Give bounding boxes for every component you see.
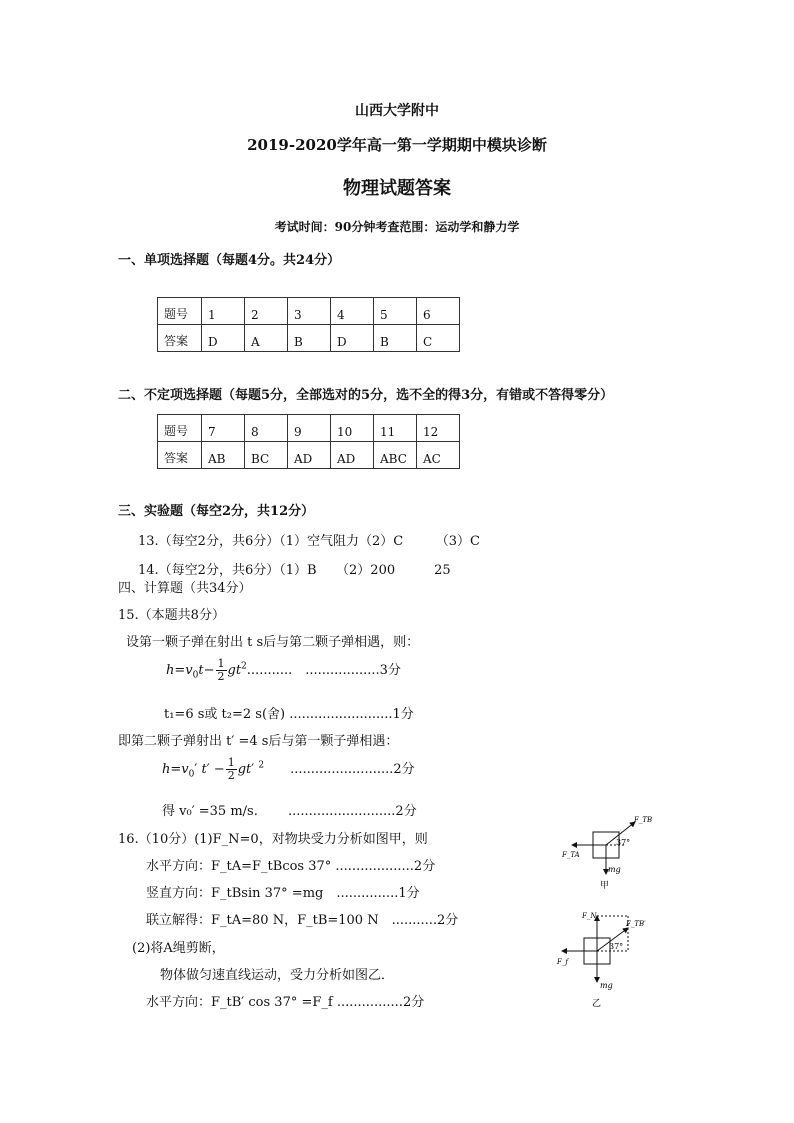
table-cell: AD: [288, 442, 331, 469]
label-fta: F_TA: [562, 851, 580, 859]
exam-title: 2019-2020学年高一第一学期期中模块诊断: [247, 136, 547, 154]
page-title: 物理试题答案: [343, 178, 451, 199]
q15-line2: t₁=6 s或 t₂=2 s(舍) .........................1分: [164, 707, 414, 722]
q15-title: 15.（本题共8分）: [118, 608, 225, 623]
table-cell: 10: [331, 415, 374, 442]
table-row: [158, 325, 460, 352]
table-cell: BC: [245, 442, 288, 469]
table-cell: 7: [202, 415, 245, 442]
force-diagram-1: [560, 812, 660, 892]
table-cell: D: [202, 325, 245, 352]
q15-eq2-score: .........................2分: [264, 762, 415, 777]
section3-heading: 三、实验题（每空2分，共12分）: [118, 504, 315, 519]
q15-equation-1: $h=v_0t-$ $\frac{1}{2}$ $gt^2$........... ..................3分: [166, 657, 401, 683]
table-cell: 1: [202, 298, 245, 325]
q15-line4: 得 v₀′ =35 m/s. ..........................2分: [162, 804, 417, 819]
table-cell: D: [331, 325, 374, 352]
q16-title: 16.（10分）(1)F_N=0，对物块受力分析如图甲，则: [118, 832, 428, 847]
table-cell: ABC: [374, 442, 417, 469]
q15-line3: 即第二颗子弹射出 t′ =4 s后与第一颗子弹相遇：: [118, 734, 399, 749]
label-ff: F_f: [557, 958, 568, 966]
label-ftb: F_TB′: [626, 920, 646, 928]
table-cell: C: [417, 325, 460, 352]
table-cell: AB: [202, 442, 245, 469]
q16-line6: 水平方向：F_tB′ cos 37° =F_f ................2分: [146, 995, 425, 1010]
q15-intro: 设第一颗子弹在射出 t s后与第二颗子弹相遇，则：: [126, 635, 420, 650]
table-cell: 2: [245, 298, 288, 325]
table-cell: 5: [374, 298, 417, 325]
table-cell: 答案: [158, 442, 202, 469]
q13-answer: 13.（每空2分，共6分）（1）空气阻力（2）C （3）C: [138, 534, 480, 549]
force-diagram-2: [556, 906, 660, 1018]
table-cell: AC: [417, 442, 460, 469]
q16-line4: (2)将A绳剪断，: [132, 941, 225, 956]
table-cell: A: [245, 325, 288, 352]
q16-line3: 联立解得：F_tA=80 N，F_tB=100 N ...........2分: [146, 913, 459, 928]
label-mg: mg: [608, 865, 621, 874]
q16-line5: 物体做匀速直线运动，受力分析如图乙．: [160, 968, 395, 983]
q16-line1: 水平方向：F_tA=F_tBcos 37° ...................2分: [146, 859, 436, 874]
label-mg: mg: [600, 981, 613, 990]
table-cell: B: [288, 325, 331, 352]
table-cell: B: [374, 325, 417, 352]
table-row: [158, 442, 460, 469]
table-cell: 题号: [158, 415, 202, 442]
table-cell: AD: [331, 442, 374, 469]
label-ftb: F_TB: [634, 816, 653, 824]
school-name: 山西大学附中: [355, 103, 439, 119]
table-cell: 11: [374, 415, 417, 442]
q14-answer: 14.（每空2分，共6分）（1）B （2）200 25: [138, 563, 451, 578]
label-fn: F_N: [582, 912, 597, 920]
label-angle: 37°: [609, 942, 624, 951]
table-cell: 9: [288, 415, 331, 442]
table-row: [158, 298, 460, 325]
table-cell: 12: [417, 415, 460, 442]
q15-eq1-score: ........... ..................3分: [246, 663, 401, 678]
figure-caption: 乙: [592, 999, 602, 1009]
figure-caption: 甲: [600, 881, 610, 891]
section2-heading: 二、不定项选择题（每题5分，全部选对的5分，选不全的得3分，有错或不答得零分）: [118, 388, 614, 403]
section4-heading: 四、计算题（共34分）: [118, 581, 252, 596]
section2-answer-table: [157, 414, 460, 469]
section1-heading: 一、单项选择题（每题4分。共24分）: [118, 253, 341, 268]
label-angle: 37°: [616, 838, 631, 847]
table-row: [158, 415, 460, 442]
q15-equation-2: $h=v_0'$ t′ − $\frac{1}{2}$ gt′ $^2$ .........................2分: [162, 756, 415, 782]
table-cell: 3: [288, 298, 331, 325]
table-cell: 6: [417, 298, 460, 325]
table-cell: 答案: [158, 325, 202, 352]
exam-info: 考试时间：90分钟考查范围：运动学和静力学: [274, 220, 520, 234]
table-cell: 8: [245, 415, 288, 442]
q16-line2: 竖直方向：F_tBsin 37° =mg ...............1分: [146, 886, 420, 901]
section1-answer-table: [157, 297, 460, 352]
table-cell: 题号: [158, 298, 202, 325]
table-cell: 4: [331, 298, 374, 325]
